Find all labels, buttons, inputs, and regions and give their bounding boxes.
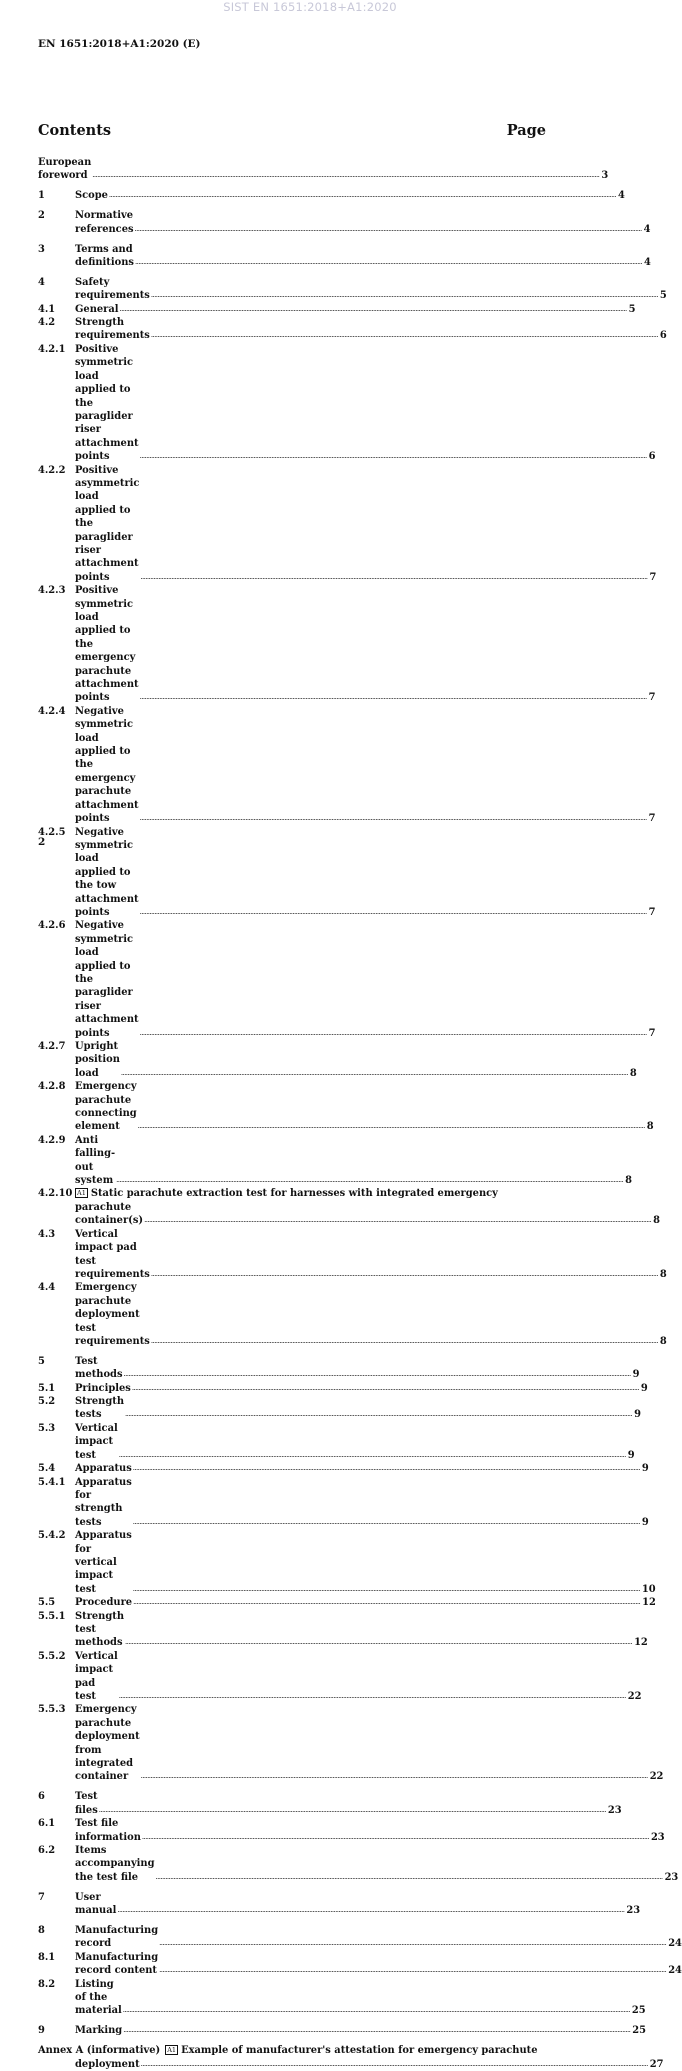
dot-leader (123, 2024, 630, 2037)
toc-group (38, 1355, 664, 1784)
dot-leader (117, 1904, 624, 1917)
toc-entry-number: 5.4 (38, 1463, 56, 1475)
toc-entry-number: 6.1 (38, 1818, 56, 1830)
toc-entry-title: General (75, 303, 119, 315)
toc-entry[interactable] (38, 826, 656, 920)
toc-entry-number: 4.2.10 (38, 1188, 73, 1200)
toc-entry[interactable] (38, 316, 667, 343)
toc-entry-title: Vertical impact pad test (75, 1650, 118, 1702)
dot-leader (132, 1382, 639, 1395)
toc-entry[interactable] (38, 189, 625, 202)
page-column-label: Page (506, 122, 546, 139)
toc-entry[interactable] (38, 1844, 679, 1884)
toc-entry-title: Emergency parachute deployment test requirements (75, 1282, 150, 1347)
dot-leader (151, 289, 658, 302)
toc-entry-page: 8 (659, 1268, 667, 1280)
toc-entry-number: 4.4 (38, 1282, 56, 1294)
toc-entry-number: 5.1 (38, 1382, 56, 1394)
toc-entry[interactable] (38, 464, 657, 585)
toc-entry-number: 5.5.2 (38, 1650, 66, 1662)
dot-leader (120, 303, 627, 316)
dot-leader (140, 906, 647, 919)
dot-leader (119, 1449, 626, 1462)
toc-entry-title: Negative symmetric load applied to the tow attachment points (75, 826, 139, 918)
toc-entry[interactable] (38, 1355, 640, 1382)
toc-entry-number: 5 (38, 1355, 45, 1367)
toc-entry-title: Test file information (75, 1818, 141, 1843)
dot-leader (133, 1583, 640, 1596)
toc-entry-number: 8.1 (38, 1951, 56, 1963)
dot-leader (151, 1268, 658, 1281)
toc-entry-page: 8 (659, 1335, 667, 1347)
toc-entry-title: Principles (75, 1382, 131, 1394)
toc-entry-annex[interactable] (38, 2044, 664, 2071)
dot-leader (151, 1335, 658, 1348)
toc-entry[interactable] (38, 1610, 648, 1650)
toc-entry[interactable] (38, 1134, 633, 1188)
document-id: EN 1651:2018+A1:2020 (E) (38, 38, 201, 50)
dot-leader (140, 1027, 647, 1040)
toc-entry-number: 3 (38, 243, 45, 255)
toc-entry[interactable] (38, 1040, 637, 1080)
toc-entry-page: 24 (668, 1938, 682, 1950)
toc-entry-title: Normative references (75, 210, 134, 235)
toc-entry-number: 5.2 (38, 1396, 56, 1408)
toc-entry-number: 2 (38, 210, 45, 222)
toc-entry-number: 4 (38, 276, 45, 288)
toc-entry[interactable] (38, 1703, 664, 1783)
toc-entry-number: 4.2.8 (38, 1081, 66, 1093)
toc-group (38, 156, 609, 183)
toc-entry[interactable] (38, 1817, 665, 1844)
toc-entry-number: 4.2 (38, 317, 56, 329)
dot-leader (141, 1770, 648, 1783)
toc-entry-title: Apparatus for vertical impact test (75, 1530, 132, 1595)
toc-entry-number: 4.2.2 (38, 464, 66, 476)
toc-entry-title: Positive asymmetric load applied to the paraglider riser attachment points (75, 464, 140, 583)
toc-entry-number: 8.2 (38, 1978, 56, 1990)
toc-entry-page: 7 (648, 813, 656, 825)
toc-entry[interactable] (38, 1978, 646, 2018)
toc-entry[interactable] (38, 1924, 682, 1951)
toc-entry-title: parachute container(s) (75, 1201, 144, 1227)
toc-entry-title: Test files (75, 1791, 98, 1816)
dot-leader (99, 1804, 606, 1817)
toc-entry-page: 8 (625, 1175, 633, 1187)
toc-entry[interactable] (38, 1529, 656, 1596)
toc-entry[interactable] (38, 243, 651, 270)
toc-entry-title: Vertical impact test (75, 1422, 118, 1461)
toc-entry[interactable] (38, 276, 667, 303)
toc-entry-title: Manufacturing record (75, 1925, 159, 1950)
contents-title: Contents (38, 122, 112, 139)
dot-leader (133, 1462, 640, 1475)
toc-entry-number: 5.5 (38, 1597, 56, 1609)
toc-entry-number: 4.2.4 (38, 705, 66, 717)
toc-entry-title: Procedure (75, 1597, 133, 1609)
toc-entry-title: Scope (75, 190, 108, 202)
toc-entry-number: 4.2.9 (38, 1134, 66, 1146)
toc-entry-page: 5 (628, 303, 636, 315)
toc-entry[interactable] (38, 1422, 635, 1462)
toc-entry-title: Items accompanying the test file (75, 1844, 155, 1883)
toc-entry[interactable] (38, 705, 656, 826)
toc-entry[interactable] (38, 1281, 667, 1348)
toc-entry-title: Negative symmetric load applied to the emergency parachute attachment points (75, 705, 139, 825)
dot-leader (125, 1636, 632, 1649)
toc-entry-title: Manufacturing record content (75, 1951, 159, 1977)
toc-entry-title: Anti falling-out system (75, 1134, 116, 1187)
amendment-marker-icon: A1 (167, 2046, 177, 2055)
toc-entry-page: 22 (627, 1691, 642, 1702)
toc-entry-number: 4.2.5 (38, 826, 66, 838)
toc-entry-page: 9 (640, 1382, 648, 1394)
toc-entry-page: 4 (643, 256, 651, 268)
toc-entry-page: 12 (642, 1597, 656, 1609)
toc-entry-page: 9 (641, 1516, 649, 1528)
toc-entry-title: Strength requirements (75, 317, 150, 342)
dot-leader (116, 1174, 623, 1187)
annex-prefix: Annex A (informative) (38, 2045, 161, 2057)
toc-entry-title: Safety requirements (75, 276, 150, 302)
toc-entry-number: 4.2.7 (38, 1041, 66, 1052)
toc-entry-page: 7 (648, 692, 656, 704)
toc-entry-number: 6 (38, 1791, 45, 1803)
toc-entry-title: Terms and definitions (75, 243, 134, 268)
toc-entry-title: Apparatus for strength tests (75, 1476, 132, 1528)
toc-entry-title: Test methods (75, 1355, 123, 1381)
toc-entry-number: 6.2 (38, 1844, 56, 1856)
toc-entry-page: 23 (664, 1871, 679, 1883)
toc-entry[interactable] (38, 584, 656, 705)
toc-entry-page: 25 (632, 2025, 647, 2037)
toc-entry-page: 6 (659, 330, 667, 342)
toc-entry-title: Emergency parachute deployment from integrated container (75, 1704, 140, 1783)
toc-group (38, 1891, 641, 1918)
toc-entry-title: Marking (75, 2025, 123, 2037)
toc-entry[interactable] (38, 1395, 641, 1422)
dot-leader (140, 691, 647, 704)
dot-leader (133, 1596, 640, 1609)
dot-leader (144, 1214, 651, 1227)
toc-entry-page: 22 (649, 1771, 664, 1783)
toc-entry-number: 4.2.3 (38, 585, 66, 597)
dot-leader (125, 1408, 632, 1421)
annex-title: deployment (75, 2058, 140, 2070)
dot-leader (156, 1871, 663, 1884)
toc-group (38, 243, 651, 270)
toc-entry-number: 4.2.6 (38, 920, 66, 932)
toc-group (38, 2024, 647, 2037)
toc-entry-page: 23 (650, 1831, 665, 1843)
toc-entry-page: 25 (631, 2005, 646, 2017)
toc-entry-page: 9 (634, 1409, 641, 1421)
toc-entry[interactable] (38, 343, 656, 464)
toc-entry-number: 4.2.1 (38, 343, 66, 355)
annex-page: 27 (649, 2058, 664, 2070)
toc-entry-number: 8 (38, 1925, 45, 1936)
dot-leader (138, 1120, 645, 1133)
toc-entry-page: 8 (653, 1215, 660, 1227)
toc-entry-page: 8 (629, 1067, 637, 1079)
toc-entry-title: Positive symmetric load applied to the paraglider riser attachment points (75, 343, 139, 463)
toc-entry-page: 7 (648, 1027, 656, 1039)
dot-leader (109, 189, 616, 202)
toc-entry-number: 5.5.3 (38, 1704, 66, 1716)
toc-entry-page: 4 (617, 190, 625, 202)
toc-entry-number: 1 (38, 190, 45, 202)
toc-entry-title-line1 (75, 1187, 660, 1200)
toc-entry-page: 23 (626, 1905, 641, 1917)
toc-group (38, 189, 625, 202)
dot-leader (133, 1516, 640, 1529)
toc-entry-title: European foreword (38, 157, 92, 182)
toc-entry-page: 9 (632, 1369, 640, 1381)
toc-group (38, 276, 667, 1349)
toc-entry[interactable] (38, 156, 609, 183)
toc-entry-page: 6 (648, 451, 656, 463)
toc-entry-title-text: Static parachute extraction test for harnesses with integrated emergency (90, 1188, 498, 1200)
dot-leader (141, 2058, 648, 2071)
dot-leader (92, 169, 599, 182)
toc-entry-page: 5 (659, 290, 667, 302)
dot-leader (124, 1368, 631, 1381)
dot-leader (159, 1964, 666, 1977)
dot-leader (151, 329, 658, 342)
toc-entry[interactable] (38, 1228, 667, 1282)
watermark: SIST EN 1651:2018+A1:2020 (223, 0, 397, 14)
dot-leader (121, 1067, 628, 1080)
dot-leader (135, 223, 642, 236)
toc-entry-number: 9 (38, 2025, 45, 2037)
toc-entry-number: 4.3 (38, 1228, 56, 1240)
dot-leader (142, 1831, 649, 1844)
toc-entry-page: 9 (641, 1463, 649, 1475)
dot-leader (159, 1937, 666, 1950)
toc-entry[interactable] (38, 1080, 654, 1134)
toc-entry-number: 4.1 (38, 303, 56, 315)
toc-entry-number: 7 (38, 1891, 45, 1903)
toc-entry-page: 3 (601, 170, 609, 182)
toc-entry-title: Apparatus (75, 1463, 132, 1475)
toc-entry[interactable] (38, 1187, 660, 1227)
toc-entry[interactable] (38, 1596, 656, 1609)
toc-entry[interactable] (38, 2024, 647, 2037)
toc-entry-page: 12 (634, 1637, 648, 1649)
toc-entry-number: 5.4.1 (38, 1476, 66, 1488)
toc-entry-page: 4 (643, 223, 651, 235)
toc-entry-title: User manual (75, 1891, 117, 1917)
toc-entry-title: Emergency parachute connecting element (75, 1081, 137, 1133)
contents-heading (38, 122, 546, 139)
page-number: 2 (38, 836, 46, 848)
toc-entry-title: Listing of the material (75, 1978, 122, 2017)
toc-entry-page: 23 (607, 1804, 622, 1816)
toc-entry-page: 9 (627, 1449, 635, 1461)
dot-leader (140, 571, 647, 584)
toc-group (38, 1924, 682, 2018)
toc-entry[interactable] (38, 919, 656, 1040)
dot-leader (140, 812, 647, 825)
toc-entry-page: 7 (649, 571, 657, 583)
toc-entry-title: Negative symmetric load applied to the paraglider riser attachment points (75, 920, 139, 1039)
toc-entry-title: Strength tests (75, 1396, 125, 1421)
toc-entry-title: Upright position load (75, 1041, 120, 1079)
toc-group (38, 1790, 679, 1884)
dot-leader (119, 1690, 626, 1703)
toc-entry-title: Vertical impact pad test requirements (75, 1228, 150, 1280)
toc-entry[interactable] (38, 209, 651, 236)
toc-entry[interactable] (38, 1951, 682, 1978)
toc-group (38, 209, 651, 236)
annex-title-text: Example of manufacturer's attestation for emergency parachute (181, 2045, 538, 2057)
toc-entry[interactable] (38, 1382, 648, 1395)
toc-entry-title: Strength test methods (75, 1610, 125, 1649)
amendment-marker-icon: A1 (77, 1189, 86, 1198)
toc-entry-page: 24 (668, 1965, 682, 1977)
toc-entry[interactable] (38, 1891, 641, 1918)
toc-entry[interactable] (38, 1462, 649, 1475)
dot-leader (135, 256, 642, 269)
toc-entry-page: 7 (648, 906, 656, 918)
toc-entry-page: 10 (641, 1583, 656, 1595)
toc-entry[interactable] (38, 303, 636, 316)
toc-entry[interactable] (38, 1790, 622, 1817)
toc-entry[interactable] (38, 1476, 649, 1530)
annex-title-line1 (38, 2044, 538, 2057)
toc-entry-number: 5.3 (38, 1422, 56, 1434)
toc-entry-number: 5.5.1 (38, 1610, 66, 1622)
dot-leader (123, 2004, 630, 2017)
toc-entry-page: 8 (646, 1121, 654, 1133)
table-of-contents (38, 156, 682, 2071)
dot-leader (140, 450, 647, 463)
toc-entry-number: 5.4.2 (38, 1530, 66, 1542)
toc-entry[interactable] (38, 1650, 642, 1704)
toc-entry-title: Positive symmetric load applied to the emergency parachute attachment points (75, 585, 139, 704)
